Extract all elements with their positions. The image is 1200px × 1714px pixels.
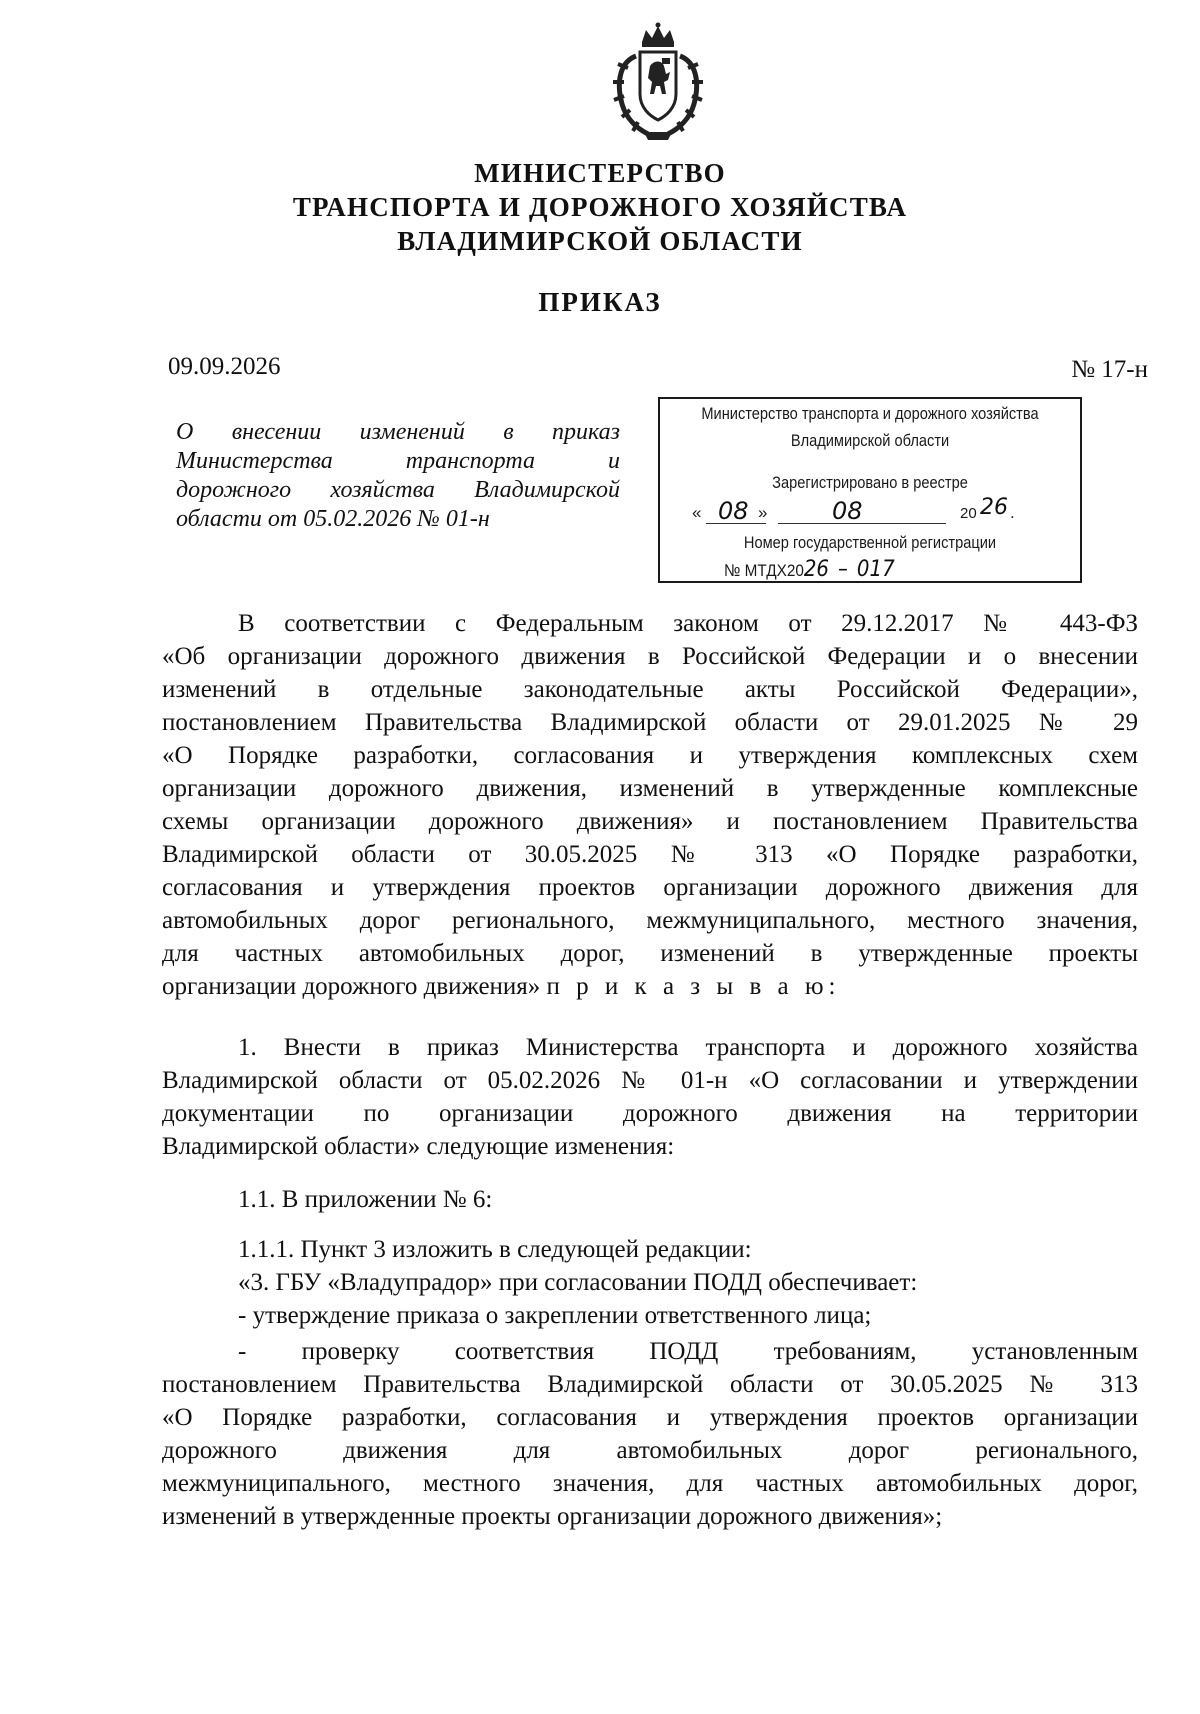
preamble-line: автомобильных дорог регионального, межмуниципального, местного значения, — [162, 907, 1138, 934]
point-1-1: 1.1. В приложении № 6: — [238, 1186, 493, 1213]
stamp-month-handwritten: 08 — [832, 497, 863, 525]
bullet-line: - проверку соответствия ПОДД требованиям, установленным — [238, 1338, 1138, 1365]
bullet-compliance-check — [162, 1335, 1138, 1533]
ministry-line: ТРАНСПОРТА И ДОРОЖНОГО ХОЗЯЙСТВА — [292, 192, 908, 222]
bullet-line: дорожного движения для автомобильных дорог регионального, — [162, 1437, 1138, 1464]
registration-stamp — [658, 397, 1082, 583]
stamp-day-handwritten: 08 — [718, 497, 749, 525]
point-1-paragraph — [162, 1031, 1138, 1163]
preamble-line: организации дорожного движения, изменений в утвержденные комплексные — [162, 775, 1138, 802]
subject-line: О внесении изменений в приказ — [176, 419, 620, 445]
preamble-line: постановлением Правительства Владимирской области от 29.01.2025 № 29 — [162, 709, 1138, 736]
stamp-registered-label: Зарегистрировано в реестре — [772, 473, 968, 492]
point-1-line: документации по организации дорожного движения на территории — [162, 1100, 1138, 1127]
stamp-year-dot: . — [1010, 503, 1015, 522]
point-1-line: Владимирской области» следующие изменения: — [162, 1133, 675, 1160]
subject-line: Министерства транспорта и — [176, 448, 620, 474]
stamp-reg-number-row — [724, 557, 895, 582]
stamp-region-line: Владимирской области — [790, 431, 950, 450]
quoted-point-3-intro: «3. ГБУ «Владупрадор» при согласовании ПОДД обеспечивает: — [238, 1269, 918, 1296]
stamp-day-underline — [706, 523, 766, 524]
stamp-reg-num-handwritten: 017 — [856, 557, 895, 582]
stamp-date-row — [660, 495, 1080, 527]
stamp-reg-prefix: № МТДХ20 — [724, 561, 804, 580]
preamble-line: организации дорожного движения» — [162, 973, 541, 1000]
preamble-line: для частных автомобильных дорог, изменений в утвержденные проекты — [162, 940, 1138, 967]
stamp-reg-separator: – — [838, 557, 848, 582]
stamp-ministry-line: Министерство транспорта и дорожного хозяйства — [701, 404, 1039, 423]
bullet-line: «О Порядке разработки, согласования и утверждения проектов организации — [162, 1404, 1138, 1431]
stamp-month-underline — [778, 523, 946, 524]
preamble-last-line — [162, 970, 1138, 1003]
stamp-year-handwritten: 26 — [980, 495, 1008, 520]
document-type-title: ПРИКАЗ — [538, 287, 662, 317]
ministry-line: ВЛАДИМИРСКОЙ ОБЛАСТИ — [397, 226, 803, 256]
order-number: № 17-н — [1071, 356, 1148, 383]
ministry-name — [0, 156, 1200, 258]
point-1-line: Владимирской области от 05.02.2026 № 01-н «О согласовании и утверждении — [162, 1067, 1138, 1094]
stamp-year-prefix: 20 — [960, 505, 977, 522]
point-1-1-1: 1.1.1. Пункт 3 изложить в следующей редакции: — [238, 1236, 752, 1263]
order-word: п р и к а з ы в а ю: — [546, 973, 841, 1000]
preamble-line: Владимирской области от 30.05.2025 № 313 «О Порядке разработки, — [162, 841, 1138, 868]
preamble-line: «Об организации дорожного движения в Российской Федерации и о внесении — [162, 643, 1138, 670]
preamble-line: изменений в отдельные законодательные акты Российской Федерации», — [162, 676, 1138, 703]
subject-line: области от 05.02.2026 № 01-н — [176, 506, 490, 532]
stamp-reg-year-handwritten: 26 — [803, 557, 830, 582]
order-date: 09.09.2026 — [168, 353, 281, 380]
preamble-paragraph — [162, 607, 1138, 1003]
stamp-reg-number-label: Номер государственной регистрации — [743, 533, 997, 552]
preamble-line: согласования и утверждения проектов организации дорожного движения для — [162, 874, 1138, 901]
bullet-line: межмуниципального, местного значения, для частных автомобильных дорог, — [162, 1470, 1138, 1497]
preamble-line: В соответствии с Федеральным законом от 29.12.2017 № 443-ФЗ — [238, 610, 1138, 637]
order-subject — [176, 418, 620, 534]
subject-line: дорожного хозяйства Владимирской — [176, 477, 620, 503]
coat-of-arms-icon — [608, 22, 708, 144]
stamp-close-quote: » — [758, 503, 768, 522]
preamble-line: схемы организации дорожного движения» и постановлением Правительства — [162, 808, 1138, 835]
point-1-line: 1. Внести в приказ Министерства транспорта и дорожного хозяйства — [238, 1034, 1138, 1061]
preamble-line: «О Порядке разработки, согласования и утверждения комплексных схем — [162, 742, 1138, 769]
ministry-line: МИНИСТЕРСТВО — [474, 158, 726, 188]
bullet-approval-order: - утверждение приказа о закреплении ответственного лица; — [238, 1302, 872, 1329]
bullet-line: постановлением Правительства Владимирской области от 30.05.2025 № 313 — [162, 1371, 1138, 1398]
bullet-line: изменений в утвержденные проекты организации дорожного движения»; — [162, 1503, 943, 1530]
stamp-open-quote: « — [692, 503, 702, 522]
